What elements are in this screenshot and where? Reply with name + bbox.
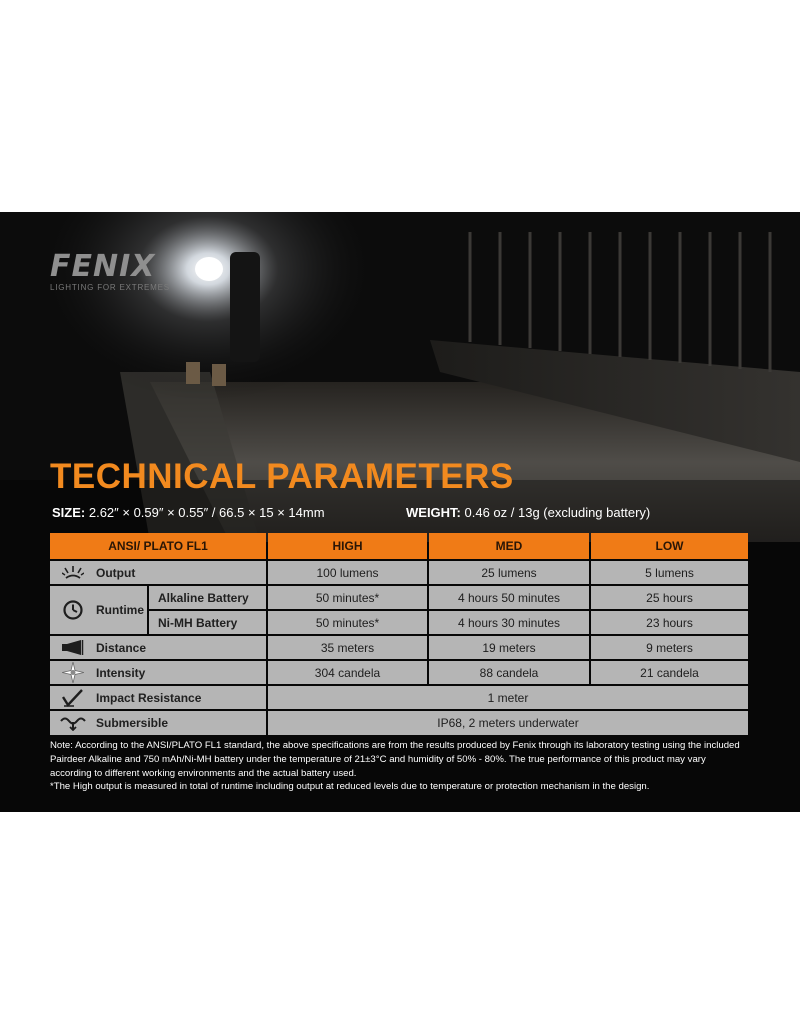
product-banner	[0, 212, 800, 812]
row-label-intensity	[50, 661, 266, 684]
runtime-alkaline-label: Alkaline Battery	[149, 586, 266, 609]
light-burst-icon	[62, 564, 84, 581]
runtime-label: Runtime	[96, 603, 144, 617]
runtime-nimh-label: Ni-MH Battery	[149, 611, 266, 634]
intensity-label: Intensity	[96, 665, 146, 680]
weight-value: 0.46 oz / 13g (excluding battery)	[460, 505, 651, 520]
beam-distance-icon	[62, 640, 84, 655]
runtime-alkaline-high: 50 minutes*	[268, 586, 427, 609]
note-standard: Note: According to the ANSI/PLATO FL1 standard, the above specifications are from the results produced by Fenix through its laboratory testing using the included Pairdeer Alkaline and 750 mAh/Ni-MH battery under the temperature of 21±3°C and humidity of 50% - 80%. The true performance of this product may vary according to different working environments and the actual battery used.	[50, 740, 740, 779]
runtime-alkaline-med: 4 hours 50 minutes	[429, 586, 589, 609]
distance-high: 35 meters	[268, 636, 427, 659]
output-med: 25 lumens	[429, 561, 589, 584]
runtime-nimh-high: 50 minutes*	[268, 611, 427, 634]
spec-table	[50, 533, 748, 735]
intensity-med: 88 candela	[429, 661, 589, 684]
header-high: HIGH	[268, 533, 427, 559]
impact-value: 1 meter	[268, 686, 748, 709]
output-high: 100 lumens	[268, 561, 427, 584]
row-label-output	[50, 561, 266, 584]
fenix-logo	[50, 249, 170, 292]
intensity-high: 304 candela	[268, 661, 427, 684]
waves-icon	[60, 715, 86, 731]
distance-low: 9 meters	[591, 636, 748, 659]
drop-impact-icon	[62, 688, 84, 707]
runtime-alkaline-low: 25 hours	[591, 586, 748, 609]
brand-name: FENIX	[50, 249, 156, 284]
row-label-runtime	[50, 586, 147, 634]
header-low: LOW	[591, 533, 748, 559]
clock-icon	[62, 599, 84, 621]
row-label-submersible	[50, 711, 266, 735]
distance-med: 19 meters	[429, 636, 589, 659]
runtime-nimh-low: 23 hours	[591, 611, 748, 634]
intensity-low: 21 candela	[591, 661, 748, 684]
intensity-star-icon	[62, 662, 84, 683]
row-label-impact	[50, 686, 266, 709]
size-value: 2.62″ × 0.59″ × 0.55″ / 66.5 × 15 × 14mm	[85, 505, 325, 520]
distance-label: Distance	[96, 640, 147, 655]
submersible-label: Submersible	[96, 716, 169, 730]
weight-label: WEIGHT:	[406, 505, 461, 520]
brand-tagline: LIGHTING FOR EXTREMES	[50, 283, 170, 292]
submersible-value: IP68, 2 meters underwater	[268, 711, 748, 735]
footnotes	[50, 739, 750, 794]
row-label-distance	[50, 636, 266, 659]
size-spec	[52, 505, 325, 521]
output-label: Output	[96, 565, 136, 580]
output-low: 5 lumens	[591, 561, 748, 584]
runtime-nimh-med: 4 hours 30 minutes	[429, 611, 589, 634]
weight-spec	[406, 505, 650, 521]
impact-label: Impact Resistance	[96, 690, 202, 705]
header-standard: ANSI/ PLATO FL1	[50, 533, 266, 559]
header-med: MED	[429, 533, 589, 559]
page-title: TECHNICAL PARAMETERS	[50, 457, 514, 496]
note-high-output: *The High output is measured in total of runtime including output at reduced levels due to temperature or protection mechanism in the design.	[50, 781, 650, 793]
size-label: SIZE:	[52, 505, 86, 520]
